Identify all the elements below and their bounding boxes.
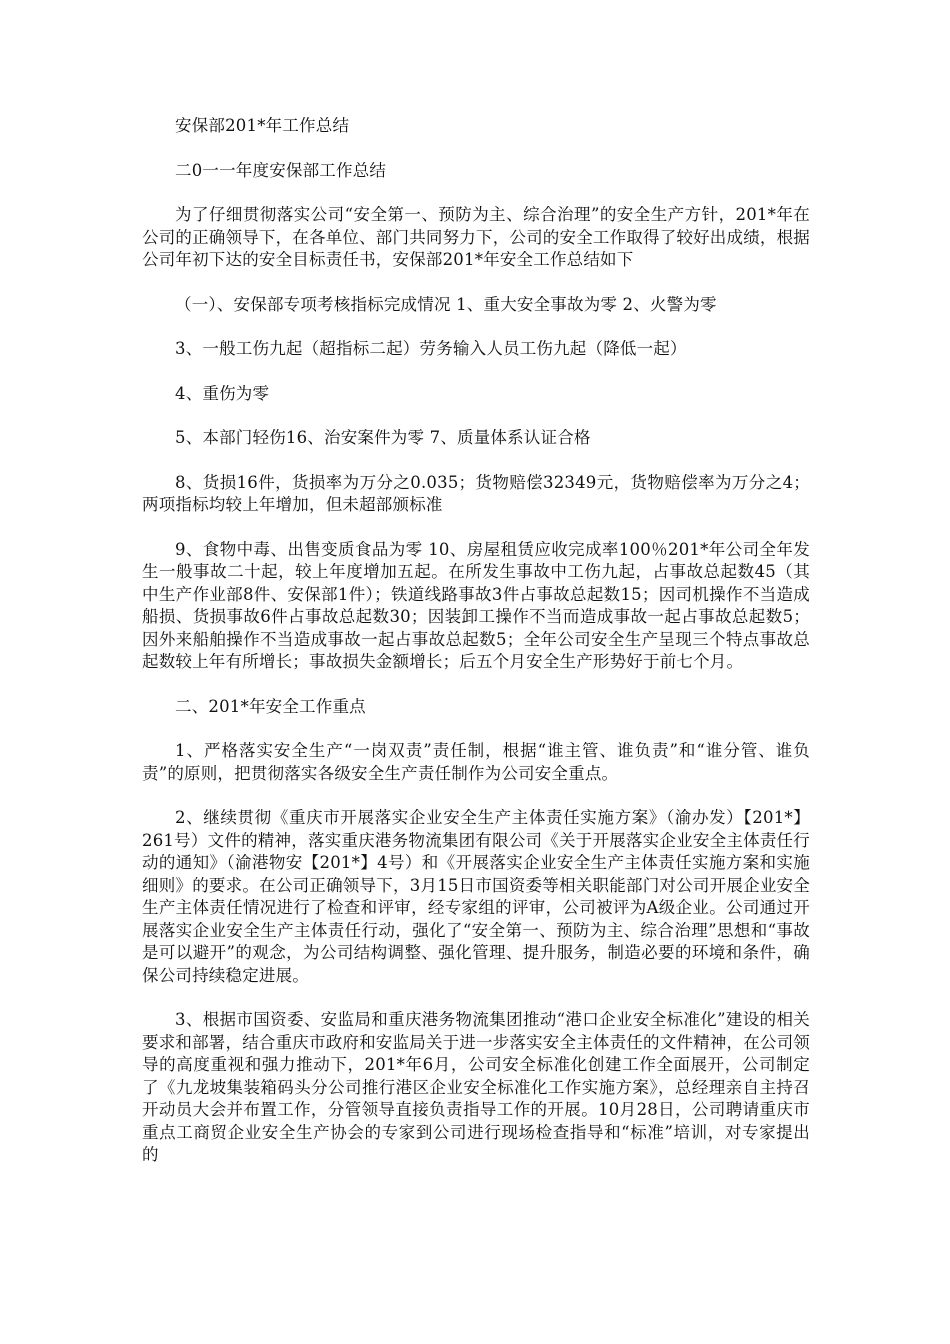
paragraph-focus-3: 3、根据市国资委、安监局和重庆港务物流集团推动“港口企业安全标准化”建设的相关要求和部署，结合重庆市政府和安监局关于进一步落实安全主体责任的文件精神，在公司领导的高度重视和强力推动下，201*年6月，公司安全标准化创建工作全面展开，公司制定了《九龙坡集装箱码头分公司推行港区企业安全标准化工作实施方案》，总经理亲自主持召开动员大会并布置工作，分管领导直接负责指导工作的开展。10月28日，公司聘请重庆市重点工商贸企业安全生产协会的专家到公司进行现场检查指导和“标准”培训，对专家提出的 [142, 1010, 810, 1164]
paragraph-item-5: 5、本部门轻伤16、治安案件为零 7、质量体系认证合格 [175, 428, 591, 447]
paragraph-focus-2: 2、继续贯彻《重庆市开展落实企业安全生产主体责任实施方案》（渝办发）【201*】261号）文件的精神，落实重庆港务物流集团有限公司《关于开展落实企业安全主体责任行动的通知》（渝港物安【201*】4号）和《开展落实企业安全生产主体责任实施方案和实施细则》的要求。在公司正确领导下，3月15日市国资委等相关职能部门对公司开展企业安全生产主体责任情况进行了检查和评审，经专家组的评审，公司被评为A级企业。公司通过开展落实企业安全生产主体责任行动，强化了“安全第一、预防为主、综合治理”思想和“事故是可以避开”的观念，为公司结构调整、强化管理、提升服务，制造必要的环境和条件，确保公司持续稳定进展。 [142, 808, 810, 985]
paragraph-item-8: 8、货损16件，货损率为万分之0.035；货物赔偿32349元，货物赔偿率为万分之4；两项指标均较上年增加，但未超部颁标准 [142, 472, 810, 514]
paragraph-item-9: 9、食物中毒、出售变质食品为零 10、房屋租赁应收完成率100％201*年公司全年发生一般事故二十起，较上年度增加五起。在所发生事故中工伤九起，占事故总起数45（其中生产作业部8件、安保部1件）；铁道线路事故3件占事故总起数15；因司机操作不当造成船损、货损事故6件占事故总起数30；因装卸工操作不当而造成事故一起占事故总起数5；因外来船舶操作不当造成事故一起占事故总起数5；全年公司安全生产呈现三个特点事故总起数较上年有所增长；事故损失金额增长；后五个月安全生产形势好于前七个月。 [142, 539, 810, 671]
paragraph-focus-1: 1、严格落实安全生产“一岗双责”责任制，根据“谁主管、谁负责”和“谁分管、谁负责”的原则，把贯彻落实各级安全生产责任制作为公司安全重点。 [142, 741, 810, 783]
document-subtitle: 二0一一年度安保部工作总结 [175, 160, 387, 180]
document-body [142, 115, 810, 1189]
paragraph-intro: 为了仔细贯彻落实公司“安全第一、预防为主、综合治理”的安全生产方针，201*年在公司的正确领导下，在各单位、部门共同努力下，公司的安全工作取得了较好出成绩，根据公司年初下达的安全目标责任书，安保部201*年安全工作总结如下 [142, 205, 810, 269]
paragraph-item-3: 3、一般工伤九起（超指标二起）劳务输入人员工伤九起（降低一起） [175, 339, 687, 358]
paragraph-indicators: （一）、安保部专项考核指标完成情况 1、重大安全事故为零 2、火警为零 [175, 294, 717, 314]
paragraph-item-4: 4、重伤为零 [175, 383, 270, 403]
document-title: 安保部201*年工作总结 [175, 116, 350, 135]
section-heading-2: 二、201*年安全工作重点 [175, 696, 366, 716]
